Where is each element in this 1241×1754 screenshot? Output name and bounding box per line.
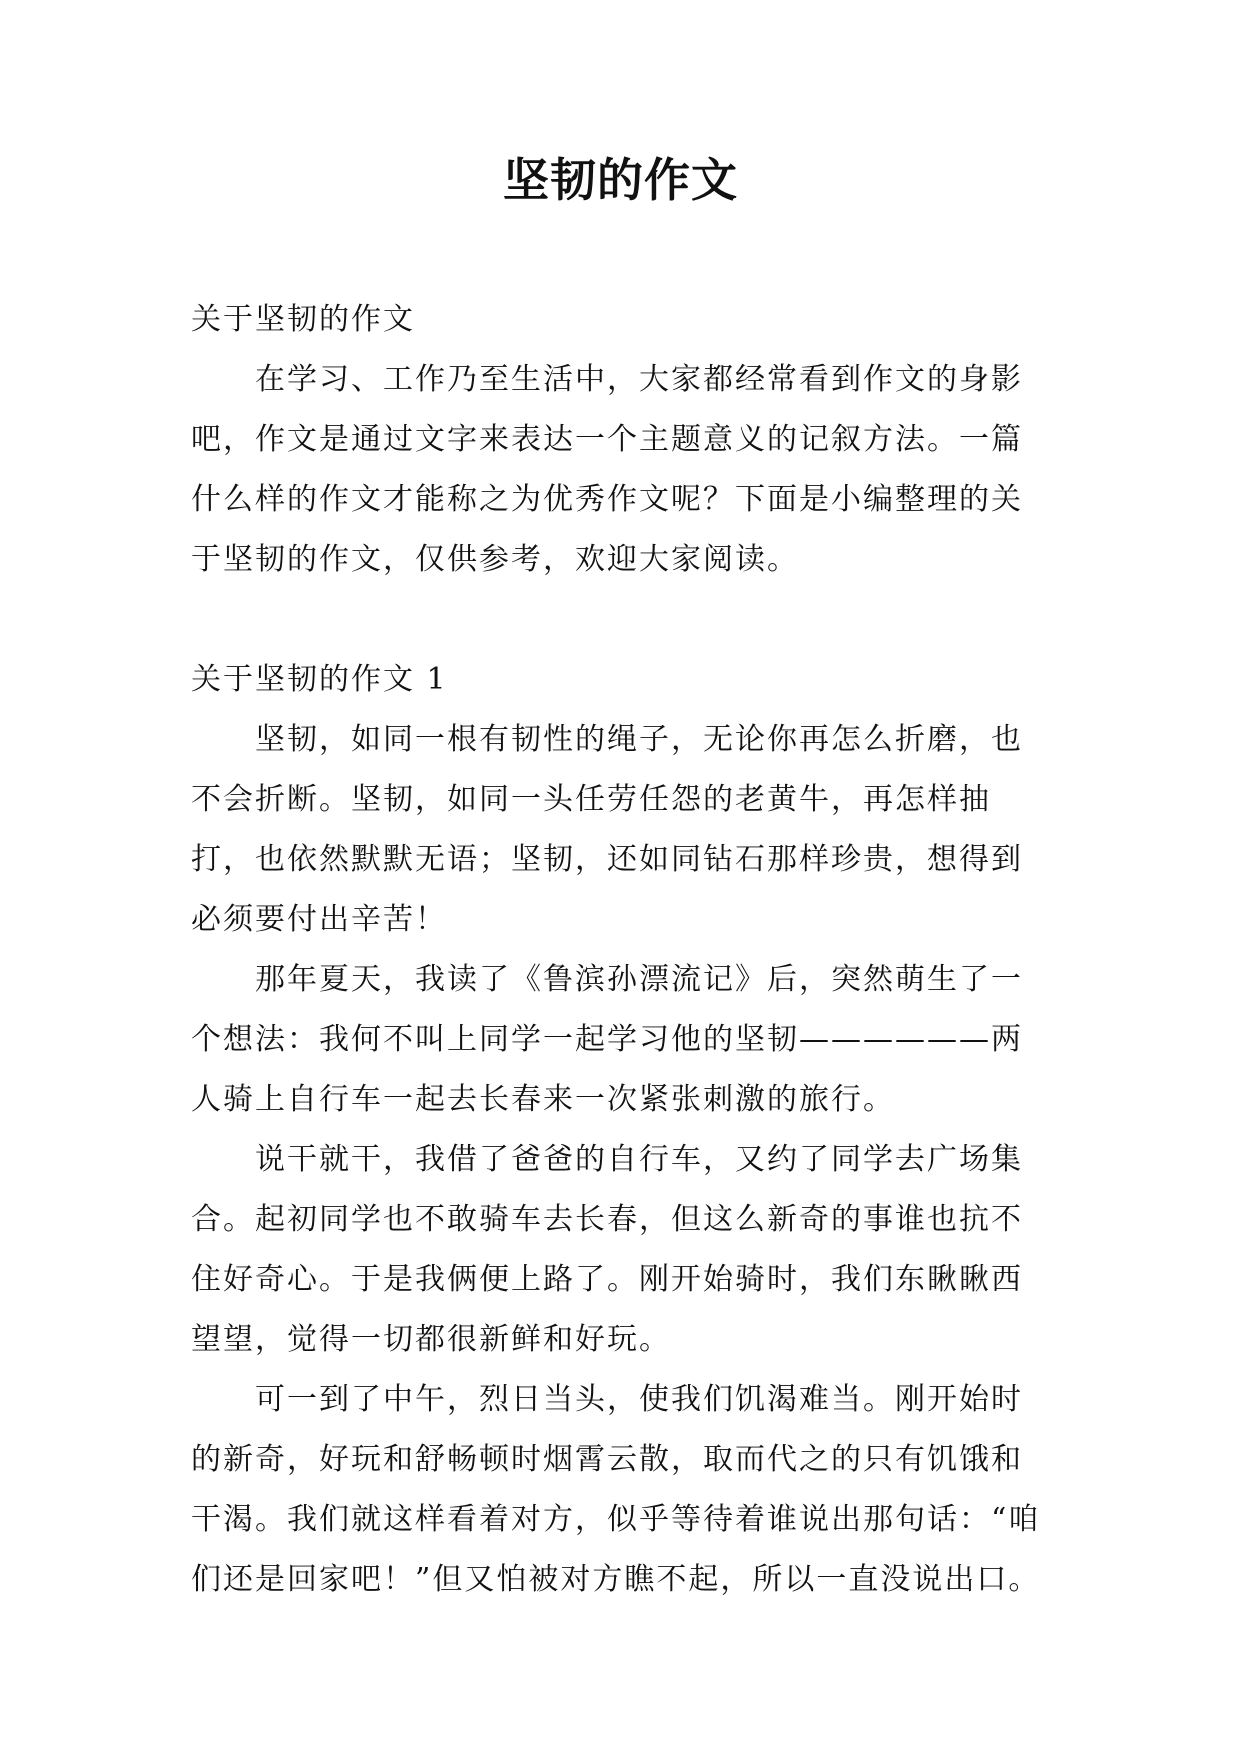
intro-heading: 关于坚韧的作文 <box>191 302 415 337</box>
essay1-heading: 关于坚韧的作文 1 <box>191 662 448 697</box>
document-title: 坚韧的作文 <box>503 153 738 207</box>
document-body <box>191 290 1051 1610</box>
essay1-paragraph: 那年夏天，我读了《鲁滨孙漂流记》后，突然萌生了一个想法：我何不叫上同学一起学习他的坚韧——————两人骑上自行车一起去长春来一次紧张刺激的旅行。 <box>191 962 1023 1117</box>
intro-paragraph: 在学习、工作乃至生活中，大家都经常看到作文的身影吧，作文是通过文字来表达一个主题意义的记叙方法。一篇什么样的作文才能称之为优秀作文呢？下面是小编整理的关于坚韧的作文，仅供参考，欢迎大家阅读。 <box>191 362 1023 577</box>
section-spacer <box>191 590 1051 650</box>
essay1-paragraph: 可一到了中午，烈日当头，使我们饥渴难当。刚开始时的新奇，好玩和舒畅顿时烟霄云散，取而代之的只有饥饿和干渴。我们就这样看着对方，似乎等待着谁说出那句话：“咱们还是回家吧！”但又怕被对方瞧不起，所以一直没说出口。 <box>191 1382 1041 1597</box>
essay1-paragraph: 坚韧，如同一根有韧性的绳子，无论你再怎么折磨，也不会折断。坚韧，如同一头任劳任怨的老黄牛，再怎样抽打，也依然默默无语；坚韧，还如同钻石那样珍贵，想得到必须要付出辛苦！ <box>191 722 1023 937</box>
essay1-paragraph: 说干就干，我借了爸爸的自行车，又约了同学去广场集合。起初同学也不敢骑车去长春，但这么新奇的事谁也抗不住好奇心。于是我俩便上路了。刚开始骑时，我们东瞅瞅西望望，觉得一切都很新鲜和好玩。 <box>191 1142 1023 1357</box>
